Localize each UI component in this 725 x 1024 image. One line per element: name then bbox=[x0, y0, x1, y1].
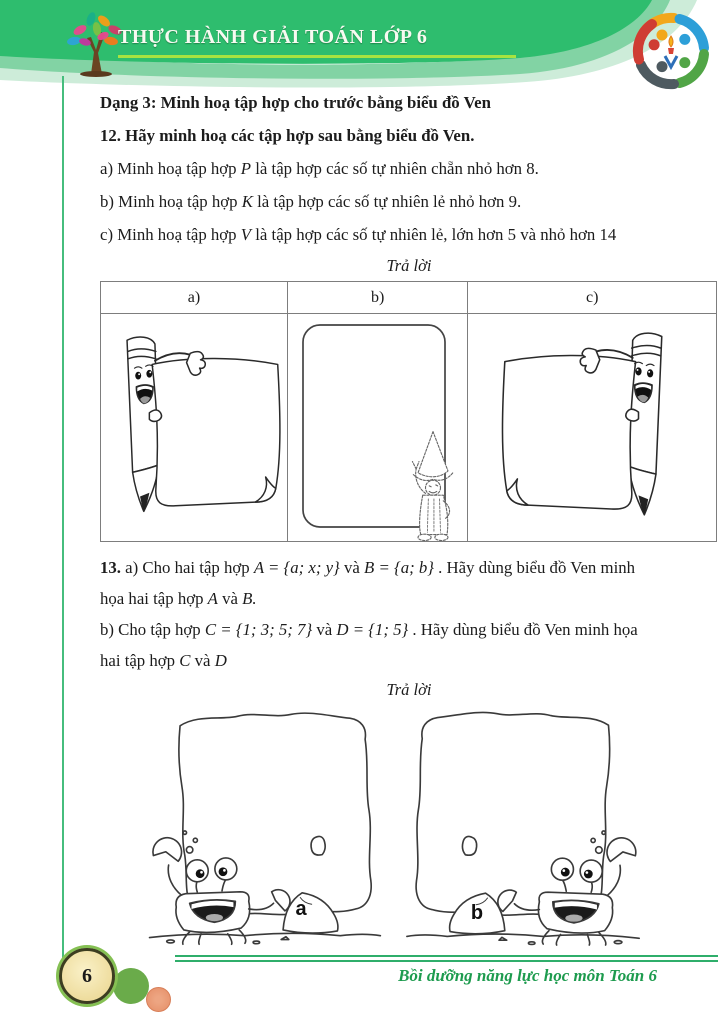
problem-13a-line1: 13. a) Cho hai tập hợp A = {a; x; y} và B = {a; b} . Hãy dùng biểu đồ Ven minh bbox=[100, 558, 636, 577]
answer-label-2: Trả lời bbox=[386, 680, 432, 699]
table-header-row bbox=[101, 282, 717, 314]
community-circle-logo bbox=[626, 4, 716, 96]
pencil-paper-illustration-a bbox=[101, 321, 287, 539]
problem-12c: c) Minh hoạ tập hợp V là tập hợp các số tự nhiên lẻ, lớn hơn 5 và nhỏ hơn 14 bbox=[100, 225, 617, 244]
set-C-definition: C = {1; 3; 5; 7} bbox=[204, 620, 313, 639]
footer-divider bbox=[175, 955, 718, 962]
set-D-definition: D = {1; 5} bbox=[336, 620, 409, 639]
set-B-definition: B = {a; b} bbox=[364, 558, 434, 577]
table-header-b: b) bbox=[288, 282, 468, 314]
section-heading: Dạng 3: Minh hoạ tập hợp cho trước bằng biểu đồ Ven bbox=[100, 93, 491, 112]
rock-crab-illustration-b bbox=[398, 706, 650, 946]
table-image-row bbox=[101, 314, 717, 542]
set-K: K bbox=[241, 192, 253, 211]
table-header-c: c) bbox=[468, 282, 717, 314]
cell-b bbox=[288, 314, 468, 542]
page-title: THỰC HÀNH GIẢI TOÁN LỚP 6 bbox=[118, 26, 428, 48]
footer-green-dot bbox=[113, 968, 149, 1004]
problem-13b-line1: b) Cho tập hợp C = {1; 3; 5; 7} và D = {1; 5} . Hãy dùng biểu đồ Ven minh họa bbox=[100, 620, 638, 639]
left-margin-rule bbox=[62, 76, 64, 961]
set-V: V bbox=[240, 225, 252, 244]
problem-13b-line2: hai tập hợp C và D bbox=[100, 651, 227, 670]
answer-figures bbox=[100, 704, 718, 950]
page-header bbox=[0, 0, 725, 100]
footer-orange-dot bbox=[146, 987, 171, 1012]
page-number: 6 bbox=[82, 964, 92, 987]
answer-label-1: Trả lời bbox=[386, 256, 432, 275]
problem-13a-line2: họa hai tập hợp A và B. bbox=[100, 589, 257, 608]
rock-crab-illustration-a bbox=[140, 706, 388, 946]
footer-book-title: Bồi dưỡng năng lực học môn Toán 6 bbox=[398, 966, 657, 985]
answer-table bbox=[100, 281, 717, 542]
pencil-paper-illustration-c bbox=[479, 321, 705, 539]
main-content bbox=[100, 86, 718, 950]
problem-12-title: 12. Hãy minh hoạ các tập hợp sau bằng biểu đồ Ven. bbox=[100, 126, 475, 145]
page-number-badge bbox=[59, 948, 115, 1004]
set-P: P bbox=[240, 159, 252, 178]
table-header-a: a) bbox=[101, 282, 288, 314]
title-underline bbox=[118, 55, 516, 58]
pencil-wizard-illustration bbox=[400, 426, 466, 542]
problem-12a: a) Minh hoạ tập hợp P là tập hợp các số tự nhiên chẵn nhỏ hơn 8. bbox=[100, 159, 539, 178]
rock-crab-figure-left bbox=[140, 706, 388, 951]
cell-a bbox=[101, 314, 288, 542]
rock-crab-figure-right bbox=[398, 706, 650, 951]
set-A-definition: A = {a; x; y} bbox=[253, 558, 340, 577]
rock-label-b: b bbox=[470, 902, 484, 924]
problem-13 bbox=[100, 552, 718, 676]
cell-c bbox=[468, 314, 717, 542]
problem-12b: b) Minh hoạ tập hợp K là tập hợp các số tự nhiên lẻ nhỏ hơn 9. bbox=[100, 192, 522, 211]
rock-label-a: a bbox=[295, 898, 307, 920]
